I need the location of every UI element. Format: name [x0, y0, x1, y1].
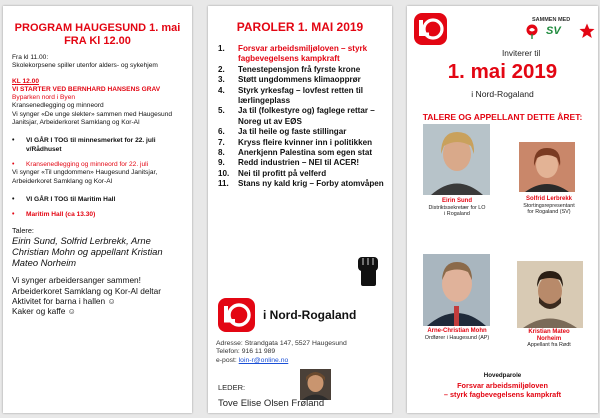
- program-title: [3, 22, 192, 48]
- program-synger2: Vi synger «Til ungdommen» Haugesund Janitsjar, Arbeiderkoret Samklang og Kor-Al: [12, 169, 158, 185]
- parole-item: [218, 158, 386, 168]
- program-kranse1: Kransenedlegging og minneord: [12, 102, 104, 110]
- parole-text: Støtt ungdommens klimaopprør: [238, 75, 361, 85]
- leader-label: LEDER:: [218, 383, 246, 392]
- parole-number: 3.: [218, 75, 225, 85]
- bullet-icon: •: [12, 137, 15, 145]
- paroles-list: [218, 44, 386, 190]
- parole-text: Ja til (folkestyre og) faglege rettar – Noreg ut av EØS: [238, 106, 375, 126]
- program-kranse2: [12, 161, 188, 169]
- speaker-name: Kristian Mateo: [528, 329, 570, 335]
- program-starter: VI STARTER VED BERNHARD HANSENS GRAV: [12, 85, 161, 93]
- phone: Telefon: 916 11 989: [216, 348, 276, 356]
- program-title-line1: PROGRAM HAUGESUND 1. mai: [14, 22, 181, 34]
- invitation-panel: [407, 6, 598, 413]
- speaker-caption-kristian: [503, 329, 595, 349]
- speaker-role: Appellant fra Rødt: [527, 342, 571, 349]
- parole-number: 5.: [218, 106, 225, 116]
- speaker-role: Ordfører i Haugesund (AP): [424, 334, 490, 341]
- rodt-star-icon: [579, 23, 595, 39]
- speaker-name: Solfrid Lerbrekk: [525, 196, 572, 202]
- paroler-title: PAROLER 1. MAI 2019: [236, 20, 364, 34]
- speakers-heading: TALERE OG APPELLANT DETTE ÅRET:: [422, 112, 583, 122]
- bullet-icon: •: [12, 195, 15, 203]
- parole-item: [218, 86, 386, 107]
- parole-item: [218, 44, 386, 65]
- parole-text: Forsvar arbeidsmiljøloven – styrk fagbevegelsens kampkraft: [238, 44, 368, 64]
- parole-number: 11.: [218, 179, 229, 189]
- speaker-photo-solfrid: [519, 142, 575, 192]
- speaker-photo-arne-christian: [423, 254, 490, 326]
- address: Adresse: Strandgata 147, 5527 Haugesund: [216, 340, 347, 347]
- program-kl1200: KL 12.00: [12, 77, 40, 85]
- parole-item: [218, 75, 386, 85]
- program-tog1-text: VI GÅR I TOG til minnesmerket for 22. juli v/Rådhuset: [26, 137, 156, 153]
- parole-number: 6.: [218, 127, 225, 137]
- program-maritim: [12, 211, 188, 219]
- parole-item: [218, 148, 386, 158]
- leader-name: Tove Elise Olsen Frøland: [218, 398, 325, 409]
- program-tog2-text: VI GÅR I TOG til Maritim Hall: [26, 195, 116, 203]
- parole-text: Tenestepensjon frå fyrste krone: [238, 64, 361, 74]
- closing-4: Kaker og kaffe ☺: [12, 306, 77, 317]
- closing-1: Vi synger arbeidersanger sammen!: [12, 275, 141, 286]
- email-label: e-post:: [216, 356, 239, 364]
- parole-text: Anerkjenn Palestina som egen stat: [238, 148, 373, 158]
- parole-number: 4.: [218, 85, 225, 95]
- parole-number: 9.: [218, 158, 225, 168]
- parole-text: Kryss fleire kvinner inn i politikken: [238, 137, 373, 147]
- closing-2: Arbeiderkoret Samklang og Kor-Al deltar: [12, 285, 161, 296]
- hovedparole-text: [407, 381, 598, 400]
- parole-item: [218, 169, 386, 179]
- closing-3: Aktivitet for barna i hallen ☺: [12, 295, 116, 306]
- parole-item: [218, 127, 386, 137]
- email-link[interactable]: loin-r@online.no: [238, 356, 289, 364]
- parole-number: 2.: [218, 64, 225, 74]
- program-maritim-text: Maritim Hall (ca 13.30): [26, 211, 96, 219]
- speaker-role: Stortingsrepresentant: [523, 202, 575, 209]
- parole-item: [218, 138, 386, 148]
- program-kranse2-text: Kransenedlegging og minneord for 22. juli: [26, 160, 149, 168]
- talere-names: Eirin Sund, Solfrid Lerbrekk, Arne Christian Mohn og appellant Kristian Mateo Norheim: [12, 235, 163, 269]
- speaker-photo-eirin: [423, 124, 490, 195]
- speaker-role: for Rogaland (SV): [527, 209, 571, 216]
- program-byparken: Byparken nord i Byen: [12, 94, 76, 102]
- email-line: [216, 357, 347, 365]
- lo-region: i Nord-Rogaland: [263, 308, 357, 322]
- parole-item: [218, 106, 386, 127]
- parole-text: Redd industrien – NEI til ACER!: [238, 158, 360, 168]
- ap-rose-icon: [525, 24, 539, 39]
- hovedparole-label: Hovedparole: [483, 372, 522, 379]
- bullet-icon: •: [12, 211, 15, 219]
- speaker-caption-solfrid: [503, 196, 595, 216]
- bullet-icon: •: [12, 160, 15, 168]
- program-body: [12, 54, 188, 316]
- speaker-photo-kristian: [517, 261, 583, 328]
- parole-number: 1.: [218, 44, 225, 53]
- parole-number: 8.: [218, 148, 225, 158]
- lo-logo-icon: [414, 13, 447, 45]
- leader-photo: [300, 369, 331, 400]
- program-title-line2: FRA Kl 12.00: [64, 35, 131, 47]
- parole-item: [218, 65, 386, 75]
- parole-number: 10.: [218, 168, 230, 178]
- sammen-med: SAMMEN MED: [532, 17, 571, 23]
- speaker-name: Eirin Sund: [442, 198, 472, 204]
- parole-text: Ja til heile og faste stillingar: [238, 127, 347, 137]
- talere-label: Talere:: [12, 226, 34, 236]
- contact-info: [216, 340, 347, 365]
- program-kl1100: Fra kl 11.00:: [12, 54, 49, 61]
- hovedparole-line1: Forsvar arbeidsmiljøloven: [457, 381, 548, 390]
- speaker-caption-arne-christian: [411, 328, 503, 341]
- parole-item: [218, 179, 386, 189]
- program-tog1: [12, 137, 188, 154]
- speaker-name: Arne-Christian Mohn: [427, 328, 487, 334]
- raised-fist-icon: [355, 255, 381, 287]
- paroler-panel: [208, 6, 392, 413]
- sv-logo: SV: [546, 25, 561, 37]
- lo-logo-icon: [218, 298, 255, 332]
- parole-text: Nei til profitt på velferd: [238, 168, 327, 178]
- speaker-name: Norheim: [536, 335, 562, 342]
- event-date: 1. mai 2019: [447, 60, 558, 83]
- speaker-role: Distriktssekretær for LO: [428, 204, 486, 211]
- hovedparole-line2: – styrk fagbevegelsens kampkraft: [443, 390, 562, 400]
- event-region: i Nord-Rogaland: [471, 89, 534, 99]
- program-tog2: [12, 196, 188, 204]
- program-synger1: Vi synger «De unge slekter» sammen med Haugesund Janitsjar, Arbeiderkoret Samklang og Kor-Al: [12, 110, 173, 127]
- inviterer: Inviterer til: [502, 48, 541, 58]
- parole-text: Styrk yrkesfag – lovfest retten til lærlingeplass: [238, 85, 364, 106]
- speaker-caption-eirin: [411, 198, 503, 218]
- parole-text: Stans ny kald krig – Forby atomvåpen: [238, 179, 384, 189]
- program-panel: [3, 6, 192, 413]
- parole-number: 7.: [218, 137, 225, 147]
- program-skole: Skolekorpsene spiller utenfor alders- og sykehjem: [12, 62, 158, 70]
- speaker-role: i Rogaland: [444, 211, 470, 218]
